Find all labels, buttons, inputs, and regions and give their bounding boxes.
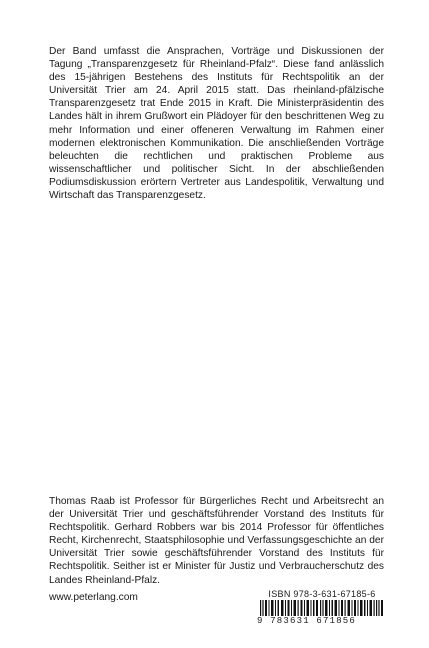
back-cover-blurb: Der Band umfasst die Ansprachen, Vorträge und Diskussionen der Tagung „Transparenzgesetz für Rheinland-Pfalz“. Diese fand anlässlich des 15-jährigen Bestehens des Instituts für Rechtspolitik an der Universität Trier am 24. April 2015 statt. Das rheinland-pfälzische Transparenzgesetz trat Ende 2015 in Kraft. Die Ministerpräsidentin des Landes hält in ihrem Grußwort ein Plädoyer für den beschrittenen Weg zu mehr Information und einer offeneren Verwaltung im Rahmen einer modernen elektronischen Kommunikation. Die anschließenden Vorträge beleuchten die rechtlichen und praktischen Probleme aus wissenschaftlicher und politischer Sicht. In der abschließenden Podiumsdiskussion erörtern Vertreter aus Landespolitik, Verwaltung und Wirtschaft das Transparenzgesetz. [49, 46, 384, 202]
publisher-website: www.peterlang.com [49, 592, 138, 603]
editors-bio: Thomas Raab ist Professor für Bürgerliches Recht und Arbeitsrecht an der Universität Trier und geschäftsführender Vorstand des Instituts für Rechtspolitik. Gerhard Robbers war bis 2014 Professor für öffentliches Recht, Kirchenrecht, Staatsphilosophie und Verfassungsgeschichte an der Universität Trier sowie geschäftsführender Vorstand des Instituts für Rechtspolitik. Seither ist er Minister für Justiz und Verbraucherschutz des Landes Rheinland-Pfalz. [49, 496, 384, 586]
barcode-digits: 9 783631 671856 [257, 616, 389, 626]
isbn-label: ISBN 978-3-631-67185-6 [268, 589, 376, 599]
isbn-barcode-block [254, 587, 390, 628]
